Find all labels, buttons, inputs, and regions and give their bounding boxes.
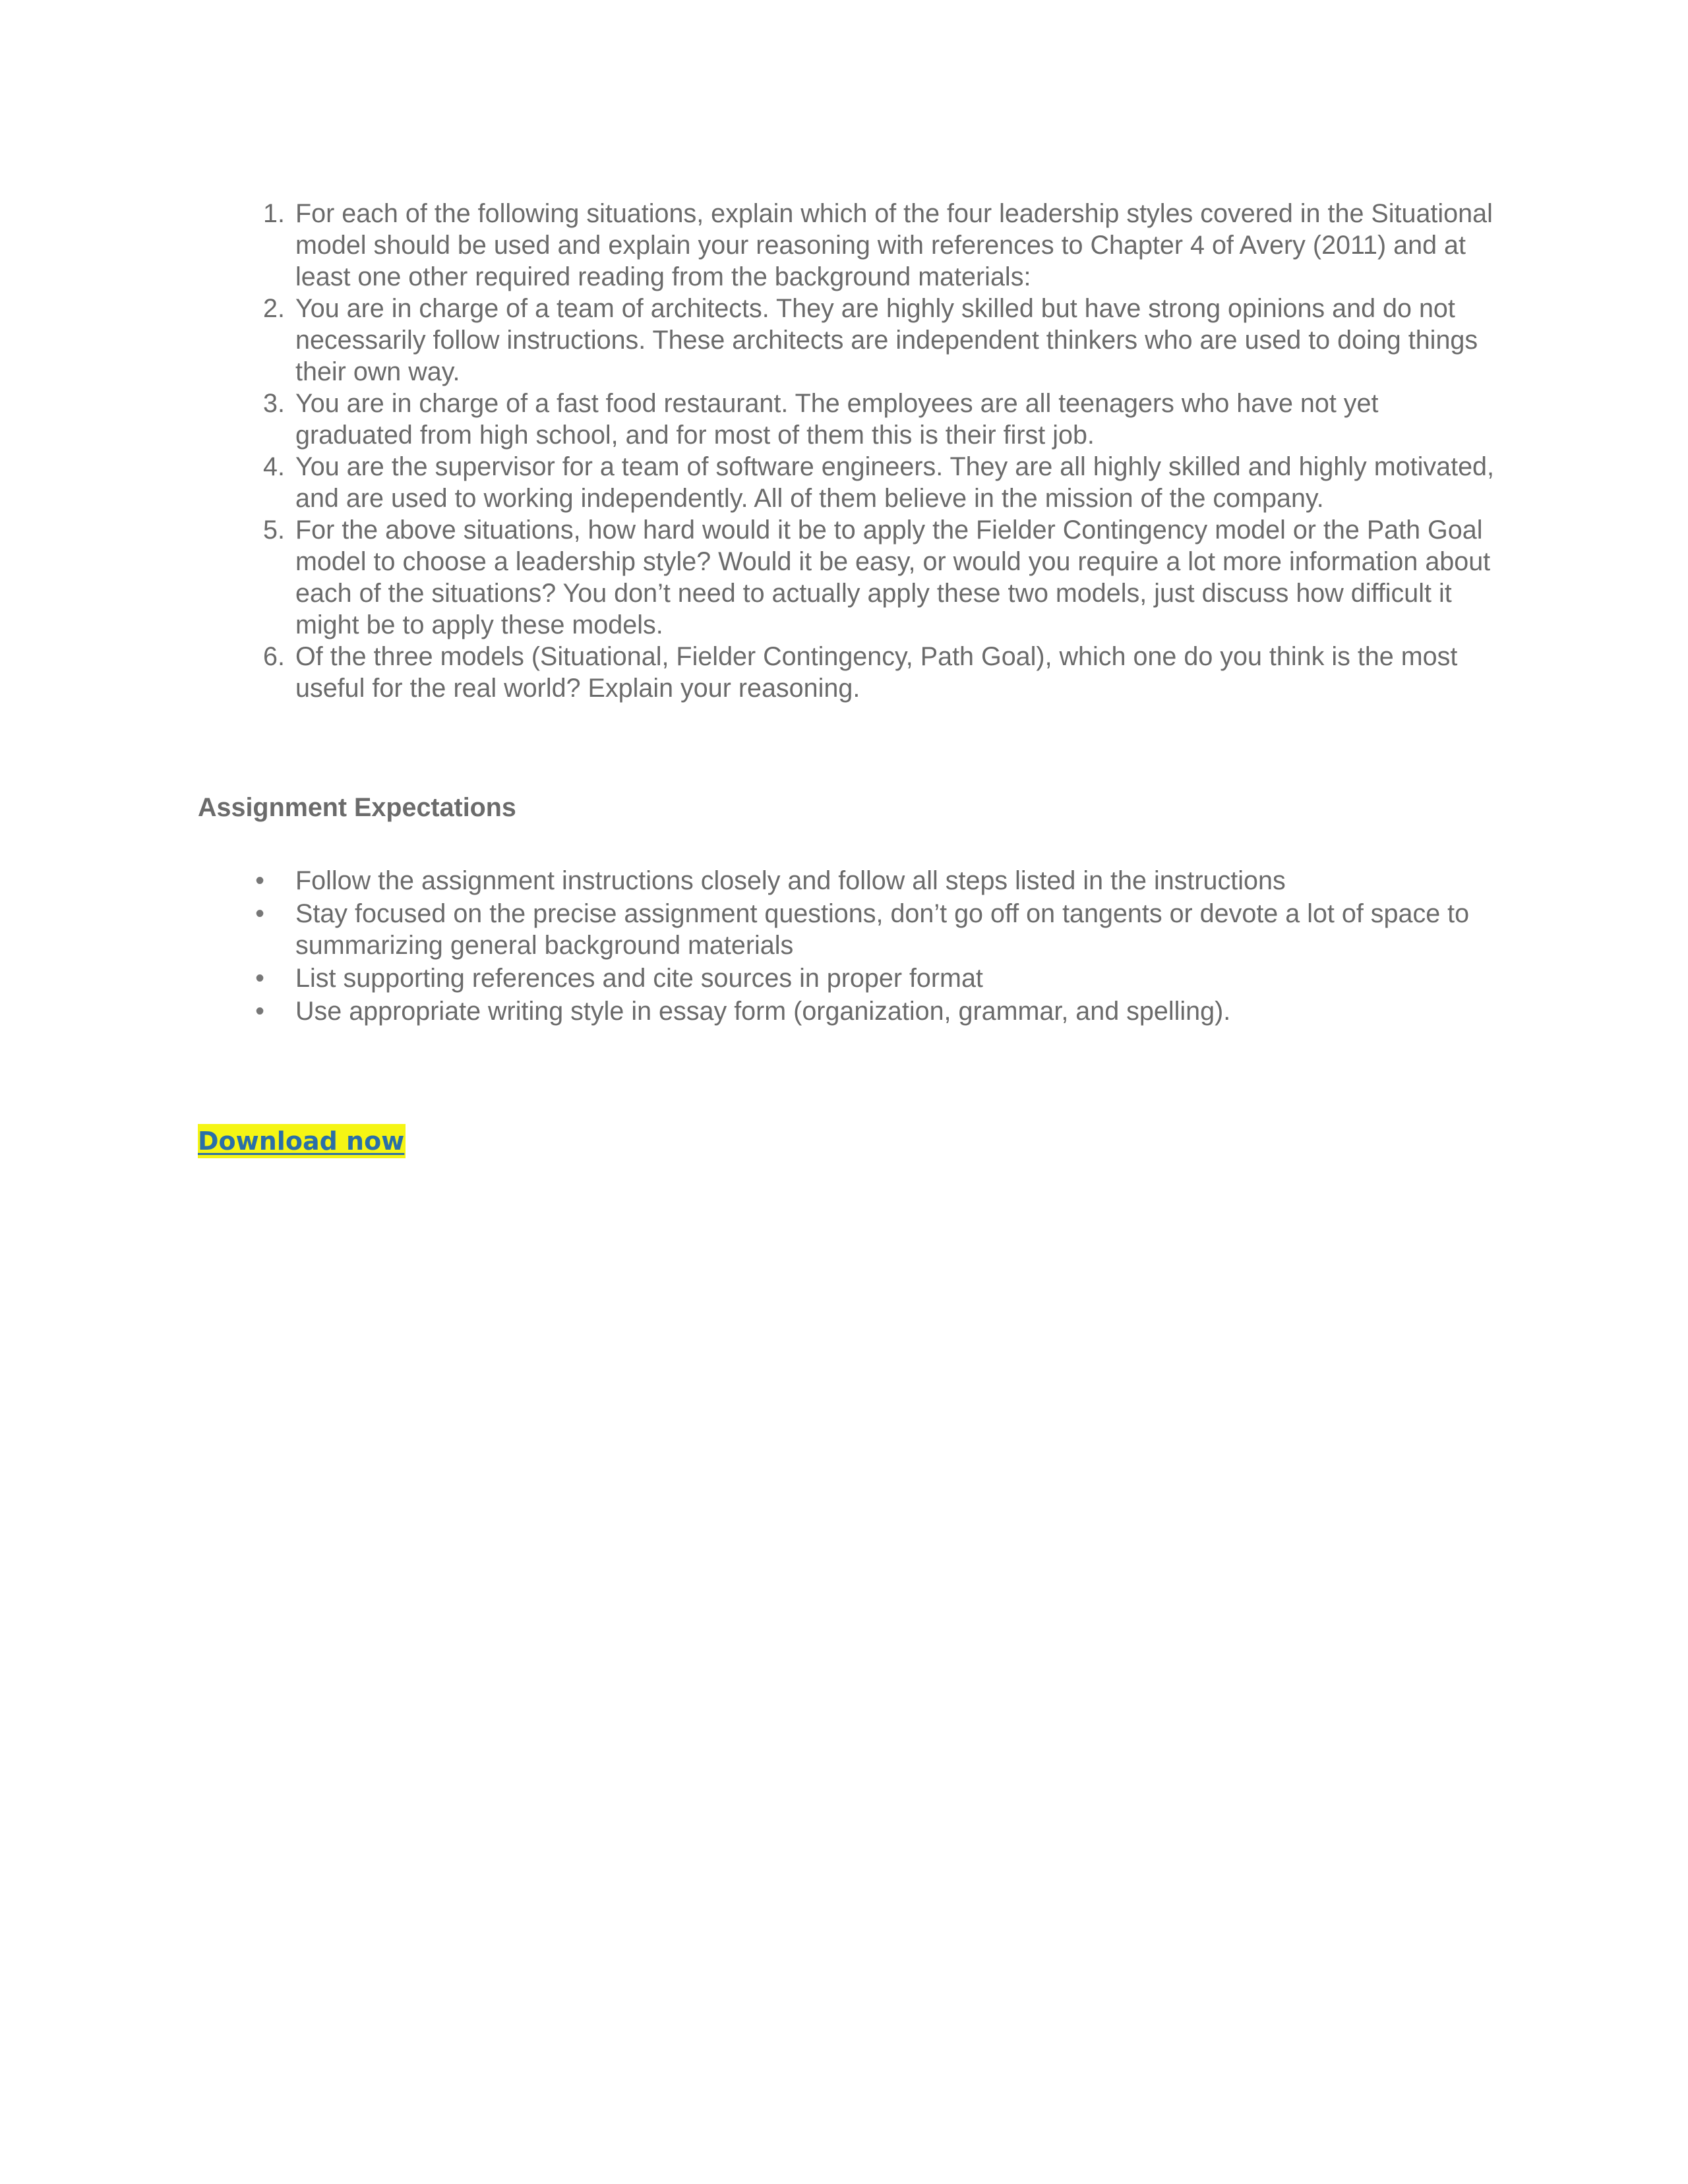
question-list — [263, 198, 1502, 704]
list-item-text: You are in charge of a team of architects. They are highly skilled but have strong opinions and do not necessarily follow instructions. These architects are independent thinkers who are used to doing things their own way. — [295, 294, 1478, 386]
list-item-text: You are the supervisor for a team of software engineers. They are all highly skilled and highly motivated, and are used to working independently. All of them believe in the mission of the company. — [295, 452, 1495, 513]
bullet-icon: • — [255, 997, 264, 1026]
list-item-text: You are in charge of a fast food restaurant. The employees are all teenagers who have not yet graduated from high school, and for most of them this is their first job. — [295, 389, 1379, 450]
list-item-text: Use appropriate writing style in essay form (organization, grammar, and spelling). — [295, 997, 1231, 1026]
list-item-text: For the above situations, how hard would it be to apply the Fielder Contingency model or the Path Goal model to choose a leadership style? Would it be easy, or would you require a lot more information about each of the situations? You don’t need to actually apply these two models, just discuss how difficult it might be to apply these models. — [295, 516, 1491, 639]
list-item — [263, 641, 1502, 704]
expectations-list — [255, 865, 1502, 1028]
list-item — [263, 388, 1502, 451]
list-item-text: Of the three models (Situational, Fielder Contingency, Path Goal), which one do you think is the most useful for the real world? Explain your reasoning. — [295, 642, 1458, 703]
list-number: 5. — [263, 516, 285, 545]
list-number: 4. — [263, 452, 285, 481]
list-item-text: For each of the following situations, explain which of the four leadership styles covered in the Situational model should be used and explain your reasoning with references to Chapter 4 of Avery (2011) and at least one other required reading from the background materials: — [295, 199, 1493, 291]
list-item — [255, 995, 1502, 1027]
list-item — [255, 865, 1502, 897]
section-heading: Assignment Expectations — [198, 793, 516, 822]
list-item-text: Follow the assignment instructions closely and follow all steps listed in the instructions — [295, 866, 1286, 895]
list-item — [255, 898, 1502, 961]
list-item-text: Stay focused on the precise assignment questions, don’t go off on tangents or devote a lot of space to summarizing general background materials — [295, 899, 1470, 960]
bullet-icon: • — [255, 866, 264, 895]
list-item — [255, 962, 1502, 994]
list-number: 1. — [263, 199, 285, 228]
bullet-icon: • — [255, 964, 264, 993]
download-link[interactable]: Download now — [198, 1124, 406, 1158]
list-item-text: List supporting references and cite sources in proper format — [295, 964, 983, 993]
list-number: 2. — [263, 294, 285, 323]
list-number: 6. — [263, 642, 285, 671]
list-item — [263, 293, 1502, 388]
bullet-icon: • — [255, 899, 264, 928]
list-number: 3. — [263, 389, 285, 418]
list-item — [263, 514, 1502, 641]
list-item — [263, 451, 1502, 514]
list-item — [263, 198, 1502, 293]
